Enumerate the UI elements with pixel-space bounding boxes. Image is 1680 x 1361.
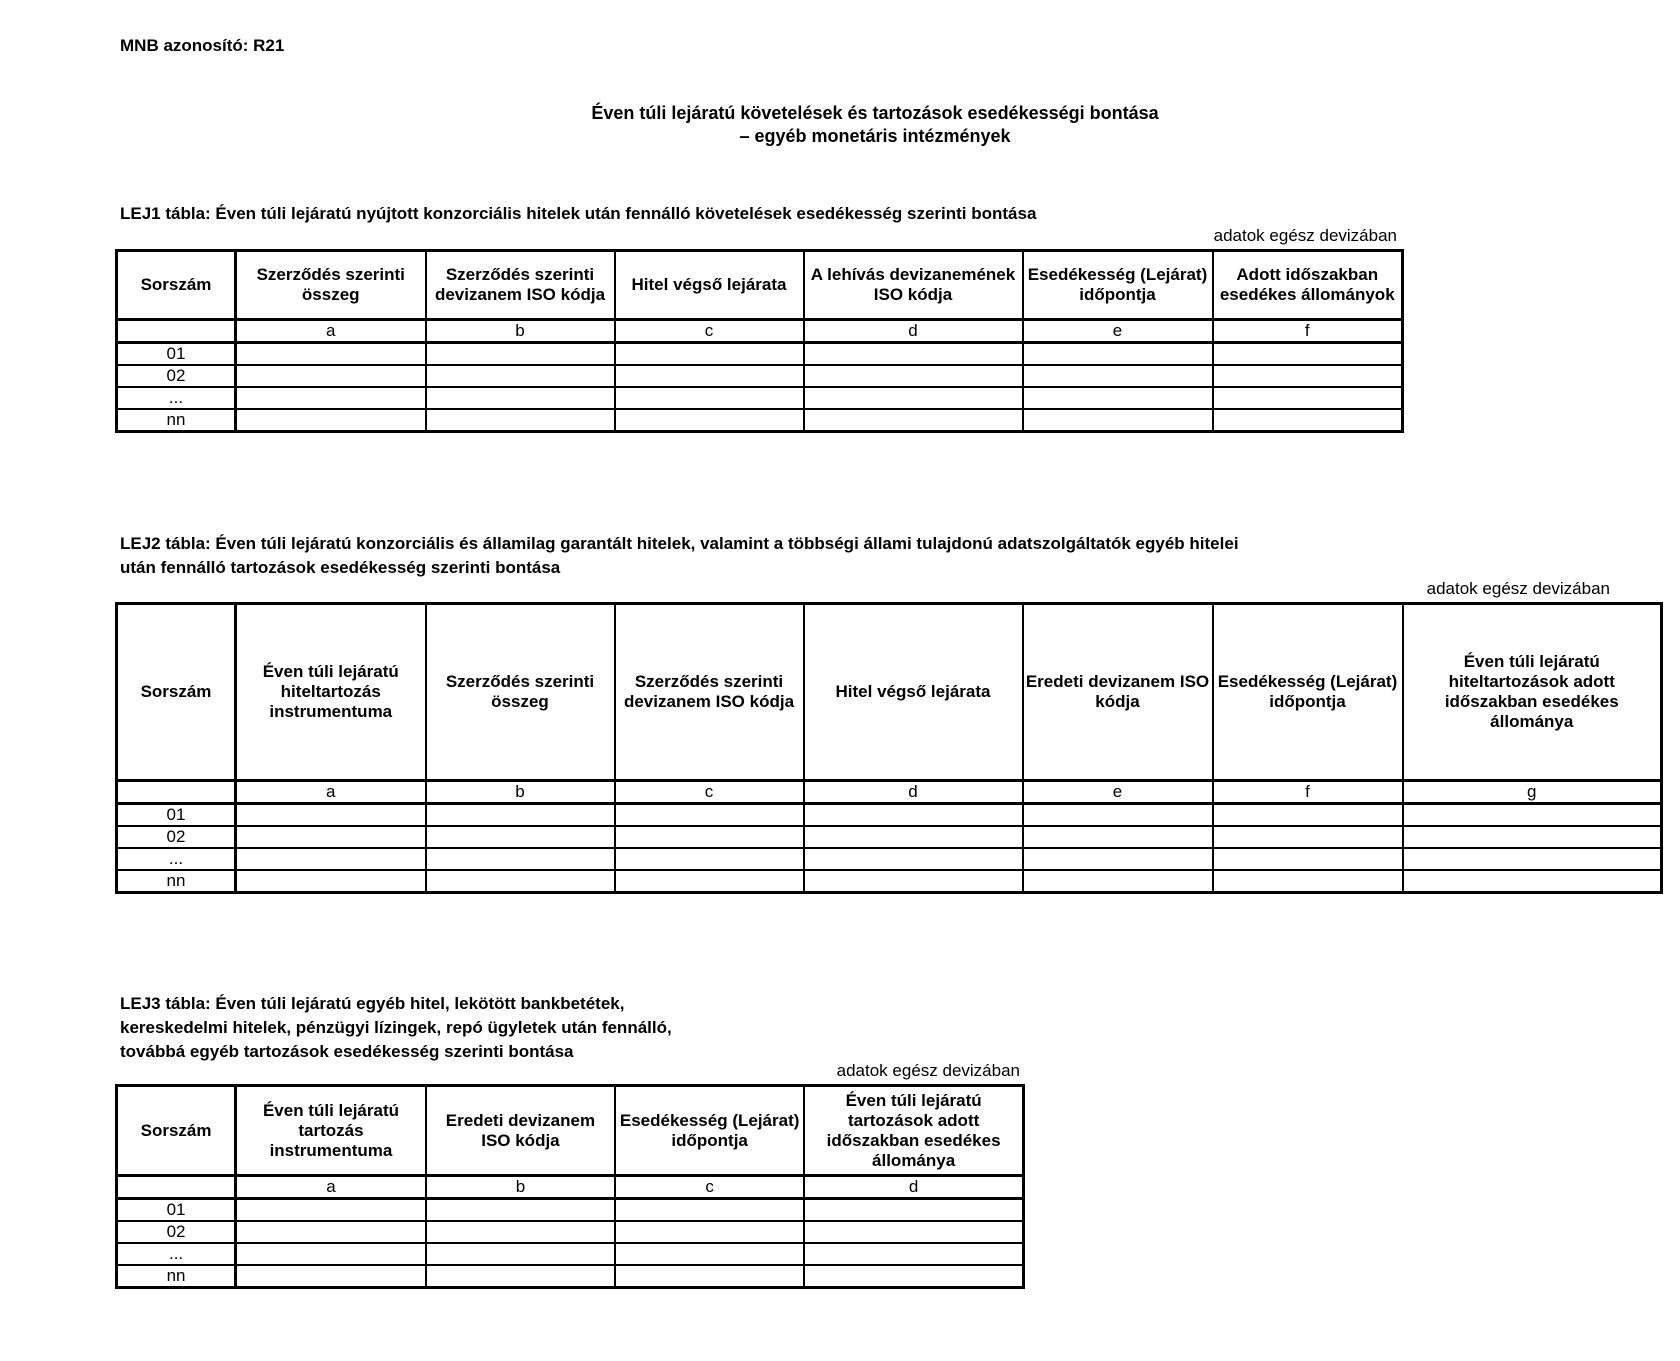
lej2-data-cell[interactable] [1403, 804, 1662, 827]
lej3-data-row [117, 1199, 1024, 1222]
lej1-title-line: LEJ1 tábla: Éven túli lejáratú nyújtott konzorciális hitelek után fennálló követelések esedékesség szerinti bontása [120, 204, 1037, 223]
lej3-data-row [117, 1221, 1024, 1243]
lej1-data-cell[interactable] [236, 343, 426, 366]
lej1-header-esedekesseg: Esedékesség (Lejárat) időpontja [1023, 251, 1213, 320]
lej1-data-cell[interactable] [804, 343, 1023, 366]
lej2-data-row [117, 826, 1662, 848]
lej2-header-allomanya: Éven túli lejáratú hiteltartozások adott időszakban esedékes állománya [1403, 604, 1662, 781]
document-title-line-2: – egyéb monetáris intézmények [739, 126, 1011, 146]
lej3-row-number: nn [117, 1265, 236, 1288]
lej3-letter-cell [117, 1176, 236, 1199]
lej3-data-cell[interactable] [804, 1265, 1023, 1288]
lej2-data-cell[interactable] [1403, 848, 1662, 870]
lej1-data-cell[interactable] [426, 343, 615, 366]
lej2-row-number: 01 [117, 804, 236, 827]
lej2-letter-row [117, 781, 1662, 804]
lej2-data-cell[interactable] [1213, 804, 1403, 827]
lej2-header-osszeg: Szerződés szerinti összeg [426, 604, 615, 781]
lej1-data-cell[interactable] [1023, 343, 1213, 366]
lej3-data-cell[interactable] [426, 1243, 615, 1265]
lej3-header-instrumentum: Éven túli lejáratú tartozás instrumentuma [236, 1086, 426, 1176]
lej1-header-lehivas-devizanem: A lehívás devizanemének ISO kódja [804, 251, 1023, 320]
lej2-data-cell[interactable] [804, 870, 1023, 893]
lej2-data-cell[interactable] [426, 848, 615, 870]
lej2-title-line-1: LEJ2 tábla: Éven túli lejáratú konzorciális és államilag garantált hitelek, valamint a többségi állami tulajdonú adatszolgáltatók egyéb hitelei [120, 534, 1239, 553]
lej2-data-cell[interactable] [615, 826, 804, 848]
lej1-header-vegso-lejarat: Hitel végső lejárata [615, 251, 804, 320]
lej1-data-cell[interactable] [615, 343, 804, 366]
lej1-data-cell[interactable] [1213, 409, 1403, 432]
lej3-letter-cell: c [615, 1176, 804, 1199]
lej2-data-cell[interactable] [1023, 826, 1213, 848]
lej2-data-cell[interactable] [1023, 804, 1213, 827]
lej3-data-cell[interactable] [804, 1243, 1023, 1265]
lej1-data-cell[interactable] [236, 409, 426, 432]
lej2-header-devizanem: Szerződés szerinti devizanem ISO kódja [615, 604, 804, 781]
lej3-letter-cell: d [804, 1176, 1023, 1199]
lej1-row-number: 01 [117, 343, 236, 366]
lej1-header-sorszam: Sorszám [117, 251, 236, 320]
lej2-data-cell[interactable] [426, 826, 615, 848]
mnb-identifier: MNB azonosító: R21 [120, 36, 285, 55]
lej3-data-cell[interactable] [426, 1199, 615, 1222]
lej3-row-number: 02 [117, 1221, 236, 1243]
lej2-header-row [117, 604, 1662, 781]
lej1-data-row [117, 343, 1403, 366]
lej1-data-cell[interactable] [804, 365, 1023, 387]
lej1-title [120, 202, 1036, 226]
lej1-table [115, 249, 1404, 433]
lej3-letter-row [117, 1176, 1024, 1199]
lej2-letter-cell: e [1023, 781, 1213, 804]
lej2-title [120, 532, 1239, 580]
lej3-data-cell[interactable] [804, 1199, 1023, 1222]
lej1-letter-cell: f [1213, 320, 1403, 343]
lej3-data-cell[interactable] [615, 1243, 804, 1265]
lej3-data-cell[interactable] [236, 1221, 426, 1243]
lej1-data-row [117, 409, 1403, 432]
lej3-unit-note: adatok egész devizában [836, 1061, 1020, 1080]
lej2-data-cell[interactable] [426, 804, 615, 827]
lej2-data-cell[interactable] [615, 804, 804, 827]
lej3-data-cell[interactable] [236, 1243, 426, 1265]
lej2-unit-note: adatok egész devizában [1426, 579, 1610, 598]
lej2-letter-cell: g [1403, 781, 1662, 804]
lej1-data-cell[interactable] [1023, 409, 1213, 432]
lej2-data-cell[interactable] [236, 848, 426, 870]
document-title-line-1: Éven túli lejáratú követelések és tartozások esedékességi bontása [591, 103, 1159, 123]
lej1-data-cell[interactable] [426, 409, 615, 432]
lej2-row-number: 02 [117, 826, 236, 848]
lej1-data-row [117, 387, 1403, 409]
lej2-header-instrumentum: Éven túli lejáratú hiteltartozás instrumentuma [236, 604, 426, 781]
lej1-letter-cell: b [426, 320, 615, 343]
lej2-header-eredeti-devizanem: Eredeti devizanem ISO kódja [1023, 604, 1213, 781]
lej3-data-cell[interactable] [804, 1221, 1023, 1243]
lej3-data-row [117, 1265, 1024, 1288]
lej3-letter-cell: a [236, 1176, 426, 1199]
lej2-data-cell[interactable] [1403, 870, 1662, 893]
lej1-data-cell[interactable] [1023, 365, 1213, 387]
lej2-data-cell[interactable] [804, 804, 1023, 827]
lej2-letter-cell: d [804, 781, 1023, 804]
lej1-row-number: ... [117, 387, 236, 409]
lej1-data-row [117, 365, 1403, 387]
lej2-data-row [117, 870, 1662, 893]
lej1-letter-cell: e [1023, 320, 1213, 343]
lej2-header-vegso-lejarat: Hitel végső lejárata [804, 604, 1023, 781]
lej1-data-cell[interactable] [236, 387, 426, 409]
lej1-row-number: nn [117, 409, 236, 432]
lej2-data-row [117, 848, 1662, 870]
lej1-letter-cell: d [804, 320, 1023, 343]
lej3-row-number: ... [117, 1243, 236, 1265]
lej2-data-cell[interactable] [1213, 826, 1403, 848]
lej1-unit-note: adatok egész devizában [1213, 226, 1397, 245]
lej3-title-line-1: LEJ3 tábla: Éven túli lejáratú egyéb hitel, lekötött bankbetétek, [120, 994, 625, 1013]
lej2-data-row [117, 804, 1662, 827]
lej3-data-cell[interactable] [615, 1199, 804, 1222]
lej1-letter-cell: a [236, 320, 426, 343]
lej1-data-cell[interactable] [426, 365, 615, 387]
lej1-row-number: 02 [117, 365, 236, 387]
lej1-data-cell[interactable] [1213, 365, 1403, 387]
lej2-table [115, 602, 1663, 894]
lej2-header-sorszam: Sorszám [117, 604, 236, 781]
lej1-data-cell[interactable] [615, 409, 804, 432]
lej2-letter-cell [117, 781, 236, 804]
lej1-header-allomanyok: Adott időszakban esedékes állományok [1213, 251, 1403, 320]
lej2-letter-cell: a [236, 781, 426, 804]
lej3-row-number: 01 [117, 1199, 236, 1222]
lej3-data-cell[interactable] [615, 1221, 804, 1243]
lej1-data-cell[interactable] [1213, 343, 1403, 366]
lej2-data-cell[interactable] [426, 870, 615, 893]
lej2-data-cell[interactable] [1403, 826, 1662, 848]
lej2-header-esedekesseg: Esedékesség (Lejárat) időpontja [1213, 604, 1403, 781]
lej3-header-sorszam: Sorszám [117, 1086, 236, 1176]
lej1-data-cell[interactable] [426, 387, 615, 409]
lej1-data-cell[interactable] [236, 365, 426, 387]
document-title [380, 102, 1370, 148]
lej1-data-cell[interactable] [1023, 387, 1213, 409]
lej2-data-cell[interactable] [236, 804, 426, 827]
lej2-title-line-2: után fennálló tartozások esedékesség szerinti bontása [120, 558, 561, 577]
lej3-data-row [117, 1243, 1024, 1265]
lej3-header-esedekesseg: Esedékesség (Lejárat) időpontja [615, 1086, 804, 1176]
lej2-data-cell[interactable] [1213, 870, 1403, 893]
lej2-row-number: nn [117, 870, 236, 893]
lej3-data-cell[interactable] [426, 1265, 615, 1288]
lej1-header-devizanem: Szerződés szerinti devizanem ISO kódja [426, 251, 615, 320]
lej1-data-cell[interactable] [615, 365, 804, 387]
lej3-data-cell[interactable] [236, 1265, 426, 1288]
lej1-header-row [117, 251, 1403, 320]
lej1-data-cell[interactable] [615, 387, 804, 409]
lej3-header-allomanya: Éven túli lejáratú tartozások adott időszakban esedékes állománya [804, 1086, 1023, 1176]
lej1-data-cell[interactable] [804, 387, 1023, 409]
lej2-data-cell[interactable] [804, 826, 1023, 848]
lej3-header-eredeti-devizanem: Eredeti devizanem ISO kódja [426, 1086, 615, 1176]
lej3-data-cell[interactable] [236, 1199, 426, 1222]
lej2-data-cell[interactable] [1023, 848, 1213, 870]
lej3-title [120, 992, 672, 1064]
lej3-data-cell[interactable] [615, 1265, 804, 1288]
lej3-table [115, 1084, 1025, 1289]
lej1-letter-cell: c [615, 320, 804, 343]
lej2-data-cell[interactable] [615, 848, 804, 870]
lej2-data-cell[interactable] [615, 870, 804, 893]
lej3-title-line-2: kereskedelmi hitelek, pénzügyi lízingek, repó ügyletek után fennálló, [120, 1018, 672, 1037]
lej2-letter-cell: f [1213, 781, 1403, 804]
lej1-letter-row [117, 320, 1403, 343]
lej3-letter-cell: b [426, 1176, 615, 1199]
lej2-data-cell[interactable] [236, 870, 426, 893]
lej2-data-cell[interactable] [804, 848, 1023, 870]
lej3-title-line-3: továbbá egyéb tartozások esedékesség szerinti bontása [120, 1042, 574, 1061]
lej1-header-osszeg: Szerződés szerinti összeg [236, 251, 426, 320]
lej3-header-row [117, 1086, 1024, 1176]
lej3-data-cell[interactable] [426, 1221, 615, 1243]
lej2-data-cell[interactable] [236, 826, 426, 848]
lej2-letter-cell: b [426, 781, 615, 804]
lej2-row-number: ... [117, 848, 236, 870]
lej1-data-cell[interactable] [1213, 387, 1403, 409]
lej2-letter-cell: c [615, 781, 804, 804]
lej2-data-cell[interactable] [1213, 848, 1403, 870]
lej1-letter-cell [117, 320, 236, 343]
lej2-data-cell[interactable] [1023, 870, 1213, 893]
lej1-data-cell[interactable] [804, 409, 1023, 432]
